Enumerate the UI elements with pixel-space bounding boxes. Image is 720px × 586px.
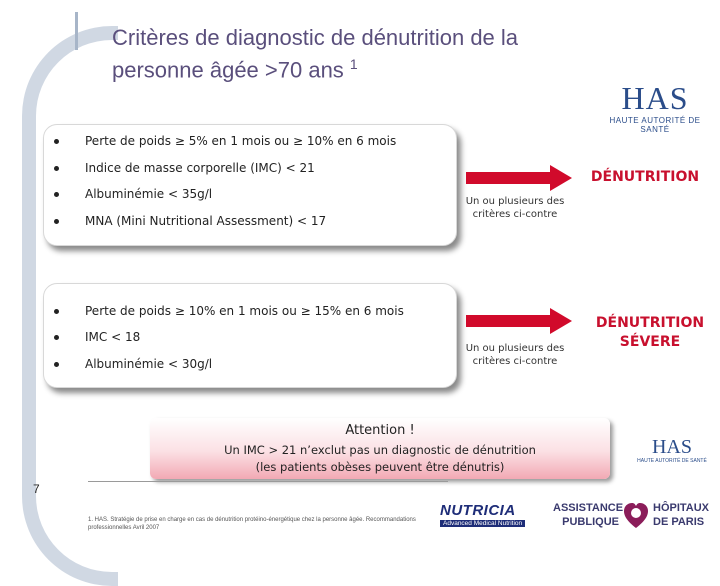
bullet-icon xyxy=(54,219,59,224)
attention-box xyxy=(150,418,610,479)
has-logo-subtitle: HAUTE AUTORITÉ DE SANTÉ xyxy=(609,116,701,134)
criterion-item: MNA (Mini Nutritional Assessment) < 17 xyxy=(54,214,326,228)
aphp-logo xyxy=(553,501,718,537)
bullet-icon xyxy=(54,309,59,314)
has-logo xyxy=(594,82,716,134)
has-logo-small-word: HAS xyxy=(651,436,692,458)
criterion-item: Albuminémie < 35g/l xyxy=(54,187,212,201)
footnote-reference: 1. HAS. Stratégie de prise en charge en cas de dénutrition protéino-énergétique chez la personne âgée. Recommandations professionnelles Avril 2007 xyxy=(88,517,416,531)
attention-line-2: (les patients obèses peuvent être dénutris) xyxy=(255,460,505,474)
criterion-item: Indice de masse corporelle (IMC) < 21 xyxy=(54,161,315,175)
has-logo-word: HAS xyxy=(621,80,689,116)
slide-title xyxy=(112,24,518,83)
criterion-item: Perte de poids ≥ 10% en 1 mois ou ≥ 15% en 6 mois xyxy=(54,304,404,318)
criteria-note: Un ou plusieurs des critères ci-contre xyxy=(465,196,565,220)
attention-title: Attention ! xyxy=(345,423,415,438)
criteria-note: Un ou plusieurs des critères ci-contre xyxy=(465,343,565,367)
footer-divider xyxy=(88,481,448,482)
criterion-item: Albuminémie < 30g/l xyxy=(54,357,212,371)
nutricia-logo-word: NUTRICIA xyxy=(440,502,516,519)
result-severe: DÉNUTRITION SÉVERE xyxy=(595,315,705,350)
bullet-icon xyxy=(54,166,59,171)
page-number: 7 xyxy=(33,482,40,496)
has-logo-small-subtitle: HAUTE AUTORITÉ DE SANTÉ xyxy=(637,458,707,464)
criterion-item: Perte de poids ≥ 5% en 1 mois ou ≥ 10% en 6 mois xyxy=(54,134,396,148)
bullet-icon xyxy=(54,192,59,197)
title-footnote-marker: 1 xyxy=(349,56,358,72)
result-denutrition: DÉNUTRITION xyxy=(590,169,700,185)
bullet-icon xyxy=(54,139,59,144)
has-logo-small xyxy=(636,436,708,464)
decorative-bar xyxy=(75,12,78,50)
title-line-1: Critères de diagnostic de dénutrition de la xyxy=(112,25,519,50)
title-line-2: personne âgée >70 ans xyxy=(112,57,350,83)
criterion-item: IMC < 18 xyxy=(54,330,140,344)
heart-icon xyxy=(623,502,649,530)
bullet-icon xyxy=(54,335,59,340)
aphp-logo-right: HÔPITAUX DE PARIS xyxy=(653,502,710,528)
attention-line-1: Un IMC > 21 n’exclut pas un diagnostic de dénutrition xyxy=(224,443,536,457)
bullet-icon xyxy=(54,362,59,367)
nutricia-logo xyxy=(440,503,525,527)
aphp-logo-left: ASSISTANCE PUBLIQUE xyxy=(553,502,624,528)
nutricia-logo-subtitle: Advanced Medical Nutrition xyxy=(440,520,525,527)
